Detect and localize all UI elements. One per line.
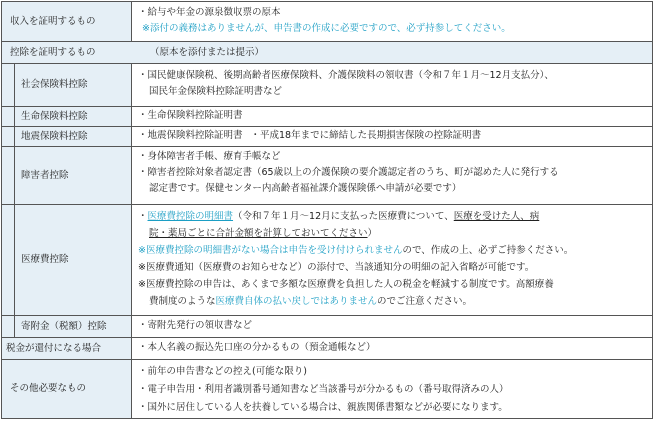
label-other: その他必要なもの [2, 360, 132, 418]
label-social-insurance: 社会保険料控除 [14, 64, 132, 106]
required-documents-table [1, 1, 653, 419]
label-deduction: 控除を証明するもの [10, 46, 96, 58]
content-life-insurance: ・生命保険料控除証明書 [138, 110, 243, 121]
label-income: 収入を証明するもの [2, 2, 132, 41]
label-refund: 税金が還付になる場合 [2, 338, 132, 359]
income-note: ※添付の義務はありませんが、申告書の作成に必要ですので、必ず持参してください。 [142, 23, 511, 34]
content-social-insurance: ・国民健康保険税、後期高齢者医療保険料、介護保険料の領収書（令和７年１月～12月支払分）、 国民年金保険料控除証明書など [138, 70, 554, 97]
row-social-insurance [1, 63, 653, 106]
content-refund: ・本人名義の振込先口座の分かるもの（預金通帳など） [138, 342, 376, 353]
label-earthquake-insurance: 地震保険料控除 [14, 127, 132, 146]
content-disability: ・身体障害者手帳、療育手帳など ・障害者控除対象者認定書（65歳以上の介護保険の要介護認定者のうち、町が認めた人に発行する 認定書です。保健センター内高齢者福祉課介護保険係へ申請が必要です） [138, 151, 559, 194]
income-line-1: ・給与や年金の源泉徴収票の原本 [138, 7, 281, 18]
row-income [1, 1, 653, 41]
content-income [132, 2, 652, 41]
row-other [1, 359, 653, 419]
label-disability: 障害者控除 [14, 147, 132, 204]
row-disability [1, 146, 653, 204]
content-earthquake-insurance: ・地震保険料控除証明書 ・平成18年までに締結した長期損害保険の控除証明書 [138, 130, 482, 141]
medical-statement-link: 医療費控除の明細書 [147, 211, 234, 222]
row-refund [1, 337, 653, 359]
content-donation: ・寄附先発行の領収書など [138, 320, 253, 331]
deduction-note: （原本を添付または提示） [150, 46, 265, 58]
label-medical: 医療費控除 [14, 205, 132, 315]
content-medical: ・医療費控除の明細書（令和７年１月～12月に支払った医療費について、医療を受けた人、病 院・薬局ごとに合計金額を計算しておいてください） ※医療費控除の明細書がない場合は申告を受け付けられませんので、作成の上、必ずご持参ください。 ※医療費通知（医療費のお知らせなど）の添付で、当該通知分の明細の記入省略が可能です。 ※医療費控除の申告は、あくまで多額な医療費を負担した人の税金を軽減する制度です。高額療養 費制度のような医療費自体の払い戻しではありませんのでご注意ください。 [138, 211, 574, 307]
row-donation [1, 315, 653, 337]
label-life-insurance: 生命保険料控除 [14, 107, 132, 126]
label-donation: 寄附金（税額）控除 [14, 316, 132, 337]
row-deduction-header [1, 41, 653, 63]
row-medical [1, 204, 653, 315]
row-earthquake-insurance [1, 126, 653, 146]
content-other: ・前年の申告書などの控え(可能な限り) ・電子申告用・利用者識別番号通知書など当該番号が分かるもの（番号取得済みの人） ・国外に居住している人を扶養している場合は、親族関係書類などが必要になります。 [138, 366, 509, 413]
row-life-insurance [1, 106, 653, 126]
